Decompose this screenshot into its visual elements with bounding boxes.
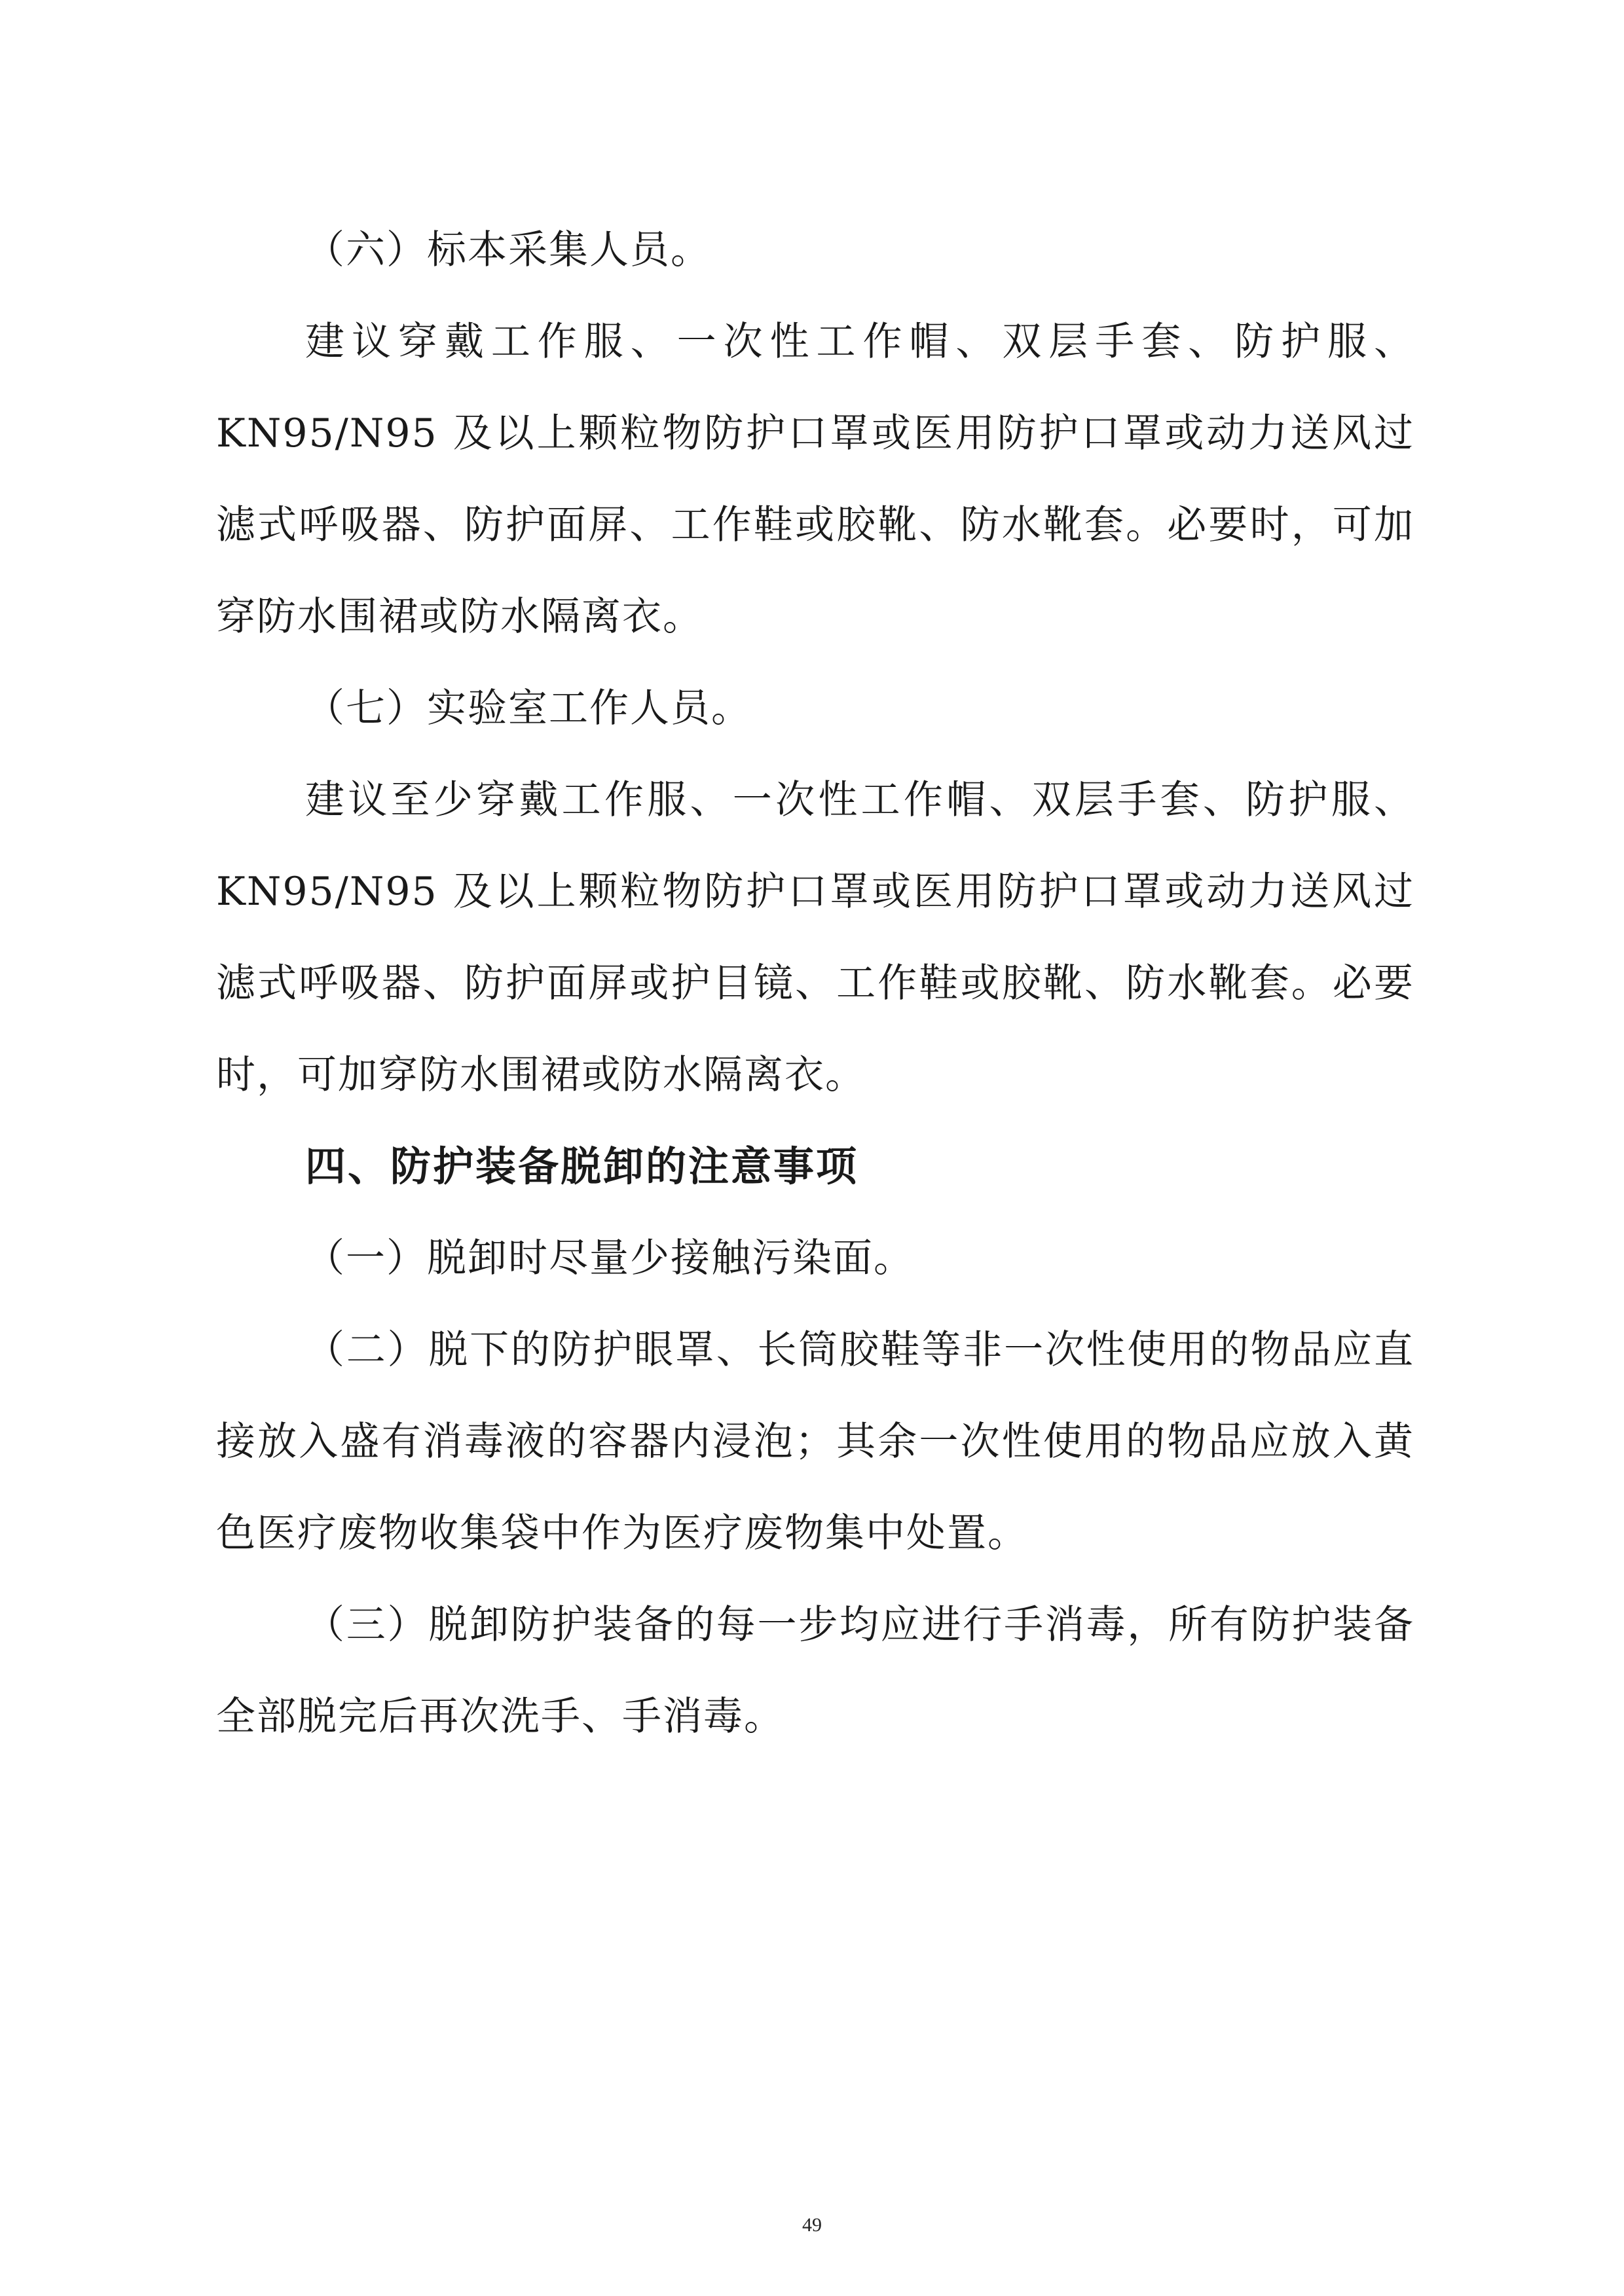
list-item-3: （三）脱卸防护装备的每一步均应进行手消毒，所有防护装备全部脱完后再次洗手、手消毒。 bbox=[216, 1602, 1414, 1740]
paragraph-specimen-collectors: 建议穿戴工作服、一次性工作帽、双层手套、防护服、KN95/N95 及以上颗粒物防护口罩或医用防护口罩或动力送风过滤式呼吸器、防护面屏、工作鞋或胶靴、防水靴套。必要时，可加穿防水围裙或防水隔离衣。 bbox=[216, 319, 1414, 640]
list-item-1: （一）脱卸时尽量少接触污染面。 bbox=[305, 1235, 914, 1281]
subheading-lab-staff: （七）实验室工作人员。 bbox=[305, 685, 752, 731]
paragraph-lab-staff: 建议至少穿戴工作服、一次性工作帽、双层手套、防护服、KN95/N95 及以上颗粒物防护口罩或医用防护口罩或动力送风过滤式呼吸器、防护面屏或护目镜、工作鞋或胶靴、防水靴套。必要时，可加穿防水围裙或防水隔离衣。 bbox=[216, 777, 1414, 1098]
page-number: 49 bbox=[802, 2214, 822, 2236]
body-text bbox=[216, 204, 1414, 1762]
list-item-2: （二）脱下的防护眼罩、长筒胶鞋等非一次性使用的物品应直接放入盛有消毒液的容器内浸泡；其余一次性使用的物品应放入黄色医疗废物收集袋中作为医疗废物集中处置。 bbox=[216, 1327, 1414, 1556]
section-heading-removal-notes: 四、防护装备脱卸的注意事项 bbox=[305, 1142, 859, 1190]
subheading-specimen-collectors: （六）标本采集人员。 bbox=[305, 227, 711, 273]
